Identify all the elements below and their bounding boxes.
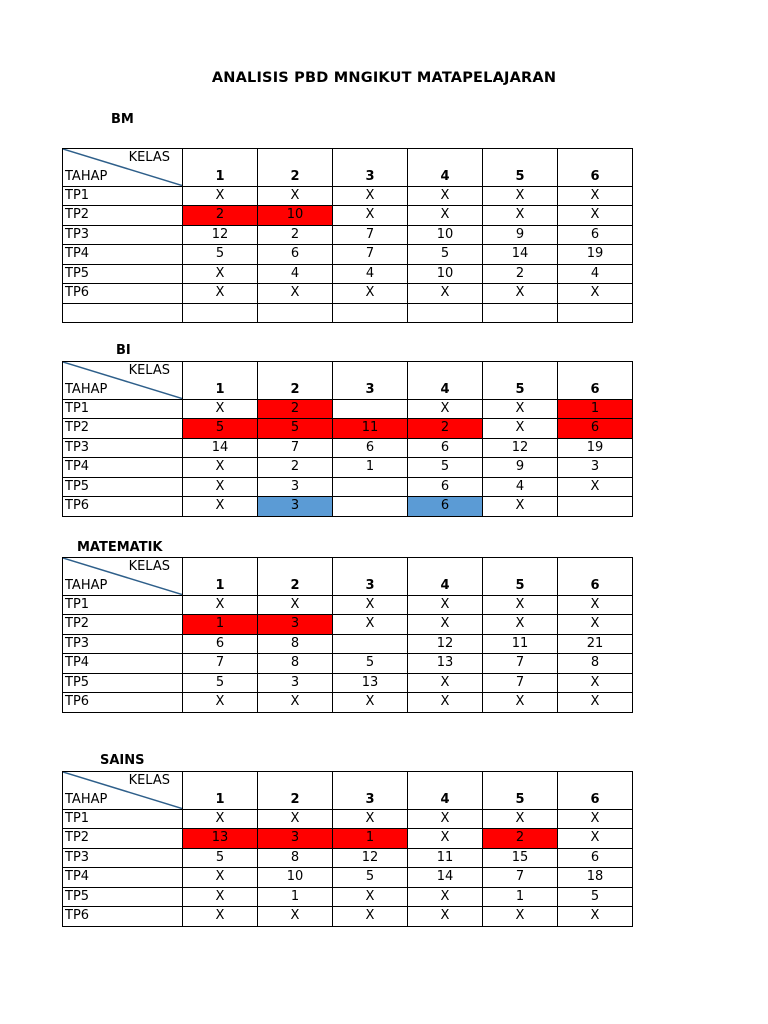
table-cell: 7 xyxy=(483,654,558,674)
table-row xyxy=(63,303,633,323)
class-header-cell: 2 xyxy=(258,558,333,596)
table-cell: X xyxy=(483,399,558,419)
tahap-label-cell: TP2 xyxy=(63,419,183,439)
class-header-cell: 4 xyxy=(408,772,483,810)
tahap-label-cell: TP4 xyxy=(63,458,183,478)
table-cell: 12 xyxy=(333,848,408,868)
table-cell: X xyxy=(483,809,558,829)
section-label: BM xyxy=(111,112,134,127)
table-cell: 9 xyxy=(483,225,558,245)
table-row xyxy=(63,887,633,907)
kelas-label: KELAS xyxy=(128,773,170,788)
table-cell: 10 xyxy=(408,225,483,245)
table-cell xyxy=(333,399,408,419)
table-row xyxy=(63,615,633,635)
table-cell: 2 xyxy=(483,829,558,849)
tahap-label-cell: TP1 xyxy=(63,399,183,419)
tahap-label-cell: TP2 xyxy=(63,829,183,849)
table-cell xyxy=(408,303,483,323)
table-cell: X xyxy=(483,907,558,927)
table-cell: X xyxy=(408,693,483,713)
table-cell: 3 xyxy=(558,458,633,478)
table-cell xyxy=(558,497,633,517)
tahap-label-cell: TP1 xyxy=(63,595,183,615)
table-cell: X xyxy=(333,887,408,907)
table-cell: X xyxy=(408,615,483,635)
tahap-label-cell: TP4 xyxy=(63,868,183,888)
table-cell: X xyxy=(483,693,558,713)
table-cell: X xyxy=(483,186,558,206)
table-cell: 4 xyxy=(258,264,333,284)
class-header-cell: 6 xyxy=(558,772,633,810)
table-cell: X xyxy=(183,887,258,907)
table-cell: X xyxy=(333,693,408,713)
table-row xyxy=(63,595,633,615)
table-cell: 5 xyxy=(333,868,408,888)
table-cell xyxy=(333,497,408,517)
tahap-label-cell: TP3 xyxy=(63,634,183,654)
table-cell: 14 xyxy=(183,438,258,458)
table-cell xyxy=(258,303,333,323)
pbd-table xyxy=(62,361,633,517)
table-cell: 6 xyxy=(408,497,483,517)
table-cell: 5 xyxy=(183,673,258,693)
table-row xyxy=(63,284,633,304)
table-cell: X xyxy=(483,615,558,635)
table-cell: 4 xyxy=(333,264,408,284)
table-cell: 5 xyxy=(183,848,258,868)
table-row xyxy=(63,438,633,458)
class-header-cell: 1 xyxy=(183,772,258,810)
table-row xyxy=(63,809,633,829)
table-row xyxy=(63,634,633,654)
table-cell: 19 xyxy=(558,438,633,458)
table-cell: 13 xyxy=(408,654,483,674)
table-cell: 1 xyxy=(333,829,408,849)
table-cell: X xyxy=(408,809,483,829)
table-cell: 6 xyxy=(333,438,408,458)
table-cell: 6 xyxy=(258,245,333,265)
class-header-cell: 1 xyxy=(183,149,258,187)
table-cell: X xyxy=(183,399,258,419)
table-cell: 10 xyxy=(258,206,333,226)
table-cell: 6 xyxy=(183,634,258,654)
table-cell: 4 xyxy=(558,264,633,284)
table-cell xyxy=(558,303,633,323)
section-label: SAINS xyxy=(100,753,145,768)
table-cell: X xyxy=(183,458,258,478)
header-row xyxy=(63,149,633,187)
table-cell: X xyxy=(558,477,633,497)
table-cell: 2 xyxy=(258,399,333,419)
table-cell: X xyxy=(483,206,558,226)
table-row xyxy=(63,907,633,927)
table-cell: 1 xyxy=(483,887,558,907)
class-header-cell: 3 xyxy=(333,772,408,810)
table-cell: 3 xyxy=(258,673,333,693)
table-cell: 5 xyxy=(408,458,483,478)
table-cell: X xyxy=(258,186,333,206)
table-cell: X xyxy=(333,206,408,226)
table-cell: 3 xyxy=(258,615,333,635)
table-cell: 13 xyxy=(183,829,258,849)
corner-header-cell xyxy=(63,149,183,187)
class-header-cell: 4 xyxy=(408,362,483,400)
class-header-cell: 2 xyxy=(258,362,333,400)
table-row xyxy=(63,186,633,206)
table-cell: X xyxy=(183,477,258,497)
table-cell: X xyxy=(483,497,558,517)
table-row xyxy=(63,245,633,265)
table-cell: 5 xyxy=(558,887,633,907)
page-title: ANALISIS PBD MNGIKUT MATAPELAJARAN xyxy=(211,70,557,86)
kelas-label: KELAS xyxy=(128,150,170,165)
table-cell: 1 xyxy=(558,399,633,419)
tahap-label-cell: TP6 xyxy=(63,497,183,517)
table-cell: X xyxy=(183,693,258,713)
table-cell: X xyxy=(558,284,633,304)
table-cell: X xyxy=(333,615,408,635)
table-cell: 15 xyxy=(483,848,558,868)
table-cell: 1 xyxy=(258,887,333,907)
table-cell: X xyxy=(258,284,333,304)
class-header-cell: 4 xyxy=(408,149,483,187)
class-header-cell: 4 xyxy=(408,558,483,596)
class-header-cell: 2 xyxy=(258,149,333,187)
table-row xyxy=(63,829,633,849)
tahap-label-cell: TP4 xyxy=(63,654,183,674)
table-cell: 9 xyxy=(483,458,558,478)
table-row xyxy=(63,458,633,478)
tahap-label-cell xyxy=(63,303,183,323)
table-cell: X xyxy=(258,693,333,713)
table-cell xyxy=(483,303,558,323)
table-cell: X xyxy=(558,673,633,693)
table-cell: X xyxy=(183,264,258,284)
table-cell xyxy=(183,303,258,323)
table-cell: 6 xyxy=(408,477,483,497)
table-cell: 14 xyxy=(408,868,483,888)
table-cell: 5 xyxy=(183,419,258,439)
corner-header-cell xyxy=(63,772,183,810)
tahap-label-cell: TP1 xyxy=(63,186,183,206)
table-cell xyxy=(333,477,408,497)
table-cell: 7 xyxy=(333,225,408,245)
tahap-label-cell: TP3 xyxy=(63,225,183,245)
pbd-table xyxy=(62,557,633,713)
table-row xyxy=(63,868,633,888)
tahap-label: TAHAP xyxy=(65,168,108,184)
table-cell: X xyxy=(408,399,483,419)
table-cell: 7 xyxy=(333,245,408,265)
table-cell: 12 xyxy=(408,634,483,654)
class-header-cell: 1 xyxy=(183,558,258,596)
header-row xyxy=(63,362,633,400)
table-cell: 8 xyxy=(258,654,333,674)
tahap-label-cell: TP3 xyxy=(63,438,183,458)
tahap-label: TAHAP xyxy=(65,791,108,807)
table-cell: X xyxy=(558,693,633,713)
pbd-table xyxy=(62,771,633,927)
table-cell: X xyxy=(558,615,633,635)
table-cell: X xyxy=(183,497,258,517)
table-cell: X xyxy=(408,907,483,927)
header-row xyxy=(63,558,633,596)
table-cell: 11 xyxy=(333,419,408,439)
table-cell: X xyxy=(258,809,333,829)
tahap-label-cell: TP6 xyxy=(63,907,183,927)
table-cell: 6 xyxy=(558,848,633,868)
table-cell: X xyxy=(483,419,558,439)
class-header-cell: 3 xyxy=(333,149,408,187)
table-cell: 13 xyxy=(333,673,408,693)
table-cell: X xyxy=(558,829,633,849)
kelas-label: KELAS xyxy=(128,363,170,378)
table-cell: X xyxy=(408,673,483,693)
table-row xyxy=(63,225,633,245)
table-cell: 8 xyxy=(258,634,333,654)
table-cell: X xyxy=(408,186,483,206)
pbd-table xyxy=(62,148,633,323)
table-cell: X xyxy=(183,907,258,927)
table-cell: 8 xyxy=(258,848,333,868)
class-header-cell: 6 xyxy=(558,558,633,596)
table-cell: X xyxy=(408,206,483,226)
kelas-label: KELAS xyxy=(128,559,170,574)
table-cell: X xyxy=(333,809,408,829)
table-cell: X xyxy=(183,809,258,829)
tahap-label-cell: TP5 xyxy=(63,887,183,907)
table-cell: 11 xyxy=(483,634,558,654)
tahap-label-cell: TP2 xyxy=(63,615,183,635)
tahap-label-cell: TP5 xyxy=(63,264,183,284)
table-cell: 11 xyxy=(408,848,483,868)
table-cell: 6 xyxy=(408,438,483,458)
table-cell: 2 xyxy=(483,264,558,284)
table-cell: X xyxy=(333,907,408,927)
table-cell: X xyxy=(183,868,258,888)
table-cell: 14 xyxy=(483,245,558,265)
table-row xyxy=(63,654,633,674)
tahap-label-cell: TP5 xyxy=(63,673,183,693)
table-row xyxy=(63,497,633,517)
table-cell: 5 xyxy=(258,419,333,439)
table-cell: 5 xyxy=(183,245,258,265)
table-cell: X xyxy=(183,186,258,206)
class-header-cell: 5 xyxy=(483,149,558,187)
table-cell: 2 xyxy=(258,458,333,478)
table-cell: X xyxy=(558,206,633,226)
table-cell: 3 xyxy=(258,477,333,497)
table-cell: 2 xyxy=(258,225,333,245)
class-header-cell: 1 xyxy=(183,362,258,400)
table-cell: 7 xyxy=(483,868,558,888)
table-cell: 1 xyxy=(183,615,258,635)
table-cell: 12 xyxy=(483,438,558,458)
table-cell: X xyxy=(483,595,558,615)
class-header-cell: 5 xyxy=(483,558,558,596)
tahap-label-cell: TP6 xyxy=(63,284,183,304)
tahap-label-cell: TP5 xyxy=(63,477,183,497)
table-row xyxy=(63,206,633,226)
table-cell: X xyxy=(333,595,408,615)
table-cell: 4 xyxy=(483,477,558,497)
table-cell: X xyxy=(408,829,483,849)
table-row xyxy=(63,419,633,439)
table-row xyxy=(63,673,633,693)
section-label: BI xyxy=(116,343,131,358)
table-cell: 7 xyxy=(483,673,558,693)
table-cell: X xyxy=(408,284,483,304)
table-cell: 6 xyxy=(558,225,633,245)
table-cell: 6 xyxy=(558,419,633,439)
table-cell: 10 xyxy=(258,868,333,888)
table-cell: X xyxy=(183,284,258,304)
table-cell: X xyxy=(408,887,483,907)
table-cell: X xyxy=(258,907,333,927)
table-row xyxy=(63,264,633,284)
table-cell: 1 xyxy=(333,458,408,478)
table-cell: 5 xyxy=(408,245,483,265)
table-cell xyxy=(333,303,408,323)
table-cell: 10 xyxy=(408,264,483,284)
class-header-cell: 5 xyxy=(483,772,558,810)
class-header-cell: 6 xyxy=(558,362,633,400)
tahap-label: TAHAP xyxy=(65,577,108,593)
class-header-cell: 6 xyxy=(558,149,633,187)
table-cell: X xyxy=(558,907,633,927)
class-header-cell: 2 xyxy=(258,772,333,810)
table-cell: X xyxy=(333,284,408,304)
tahap-label: TAHAP xyxy=(65,381,108,397)
tahap-label-cell: TP6 xyxy=(63,693,183,713)
table-cell: 2 xyxy=(183,206,258,226)
table-cell: 7 xyxy=(258,438,333,458)
tahap-label-cell: TP2 xyxy=(63,206,183,226)
corner-header-cell xyxy=(63,558,183,596)
section-label: MATEMATIK xyxy=(77,540,163,555)
tahap-label-cell: TP1 xyxy=(63,809,183,829)
table-cell: 3 xyxy=(258,829,333,849)
table-cell: 18 xyxy=(558,868,633,888)
table-cell: 5 xyxy=(333,654,408,674)
table-row xyxy=(63,693,633,713)
table-cell: X xyxy=(558,595,633,615)
table-cell: 7 xyxy=(183,654,258,674)
table-cell: X xyxy=(558,809,633,829)
class-header-cell: 5 xyxy=(483,362,558,400)
table-cell: 12 xyxy=(183,225,258,245)
table-cell: 2 xyxy=(408,419,483,439)
corner-header-cell xyxy=(63,362,183,400)
header-row xyxy=(63,772,633,810)
table-row xyxy=(63,477,633,497)
table-cell: 3 xyxy=(258,497,333,517)
tahap-label-cell: TP3 xyxy=(63,848,183,868)
class-header-cell: 3 xyxy=(333,558,408,596)
class-header-cell: 3 xyxy=(333,362,408,400)
table-cell: X xyxy=(333,186,408,206)
table-cell: 8 xyxy=(558,654,633,674)
table-cell: 21 xyxy=(558,634,633,654)
table-row xyxy=(63,848,633,868)
table-cell xyxy=(333,634,408,654)
table-cell: 19 xyxy=(558,245,633,265)
table-cell: X xyxy=(183,595,258,615)
table-cell: X xyxy=(258,595,333,615)
table-cell: X xyxy=(558,186,633,206)
table-cell: X xyxy=(483,284,558,304)
table-row xyxy=(63,399,633,419)
table-cell: X xyxy=(408,595,483,615)
tahap-label-cell: TP4 xyxy=(63,245,183,265)
